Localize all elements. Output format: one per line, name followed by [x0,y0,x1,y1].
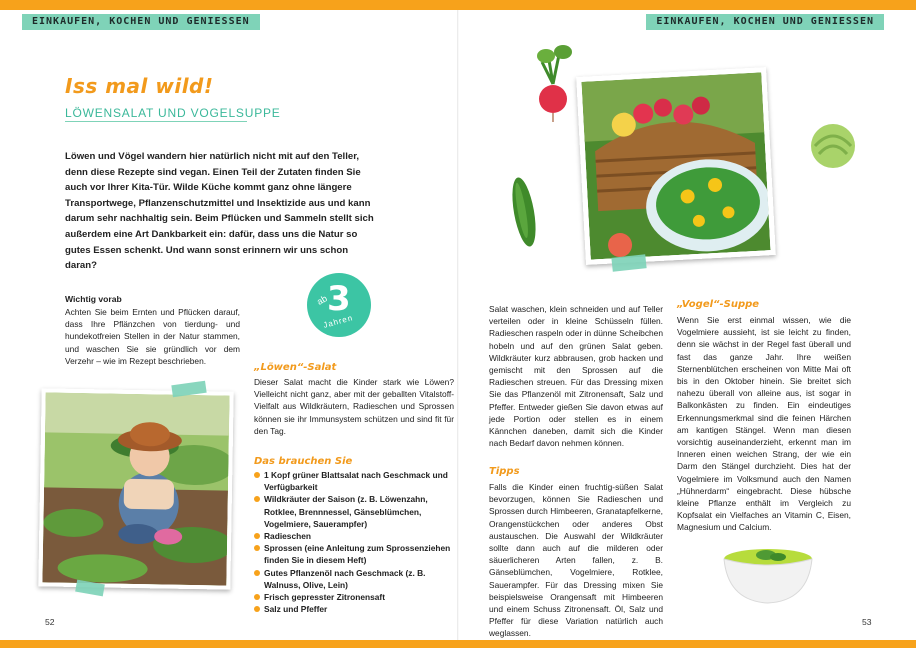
page-title: Iss mal wild! [65,74,214,98]
age-badge-prefix: ab [315,293,329,307]
child-garden-photo [38,388,233,589]
intro-paragraph: Löwen und Vögel wandern hier natürlich nicht mit auf den Teller, denn diese Rezepte sind vegan. Einen Teil der Zutaten finden Sie auch vor Ihrer Kita-Tür. Wilde Küche kommt ganz ohne längere Transportwege, Pflanzenschutzmittel und Insektizide aus und kann darum sehr nachhaltig sein. Beim Pflücken und Sammeln stellt sich außerdem eine Art Dankbarkeit ein: dafür, dass uns die Natur so gutes Essen schenkt. Und wann sonst erinnern wir uns schon daran? [65,151,374,272]
top-accent-bar [0,0,916,10]
ingredient-item: Frisch gepresster Zitronensaft [254,591,454,603]
vogel-suppe-text: Wenn Sie erst einmal wissen, wie die Vogelmiere aussieht, ist sie leicht zu finden, denn sie wächst in der Regel fast überall und fast das ganze Jahr. Ihre weißen Sternenblütchen erscheinen von Mitte Mai oft bis in den Oktober hinein. Sie breitet sich nahezu überall von alleine aus, ist sogar in Balkonkästen zu finden. Ein eindeutiges Erkennungsmerkmal sind die feinen Härchen am kantigen Stängel. Wenn man diesen vorsichtig auseinanderzieht, erkennt man im Inneren einen weichen Strang, der wie ein Darm den Stängel durchzieht. Dies hat der Vogelmiere im Volksmund auch den Namen „Hühnerdarm“ eingebracht. Diese hübsche kleine Pflanze enthält im Vergleich zu Kopfsalat ein Vielfaches an Vitamin C, Eisen, Magnesium und Calcium. [677,315,851,533]
cucumber-icon [508,175,540,250]
cabbage-icon [805,120,861,170]
page-gutter [457,10,459,640]
soup-bowl-icon [718,545,818,609]
page-number-right: 53 [862,617,872,627]
vogel-suppe-heading: „Vogel“-Suppe [677,299,760,310]
tipps-heading: Tipps [489,466,520,477]
page-subtitle: LÖWENSALAT UND VOGELSUPPE [65,106,281,120]
ingredient-item: Gutes Pflanzenöl nach Geschmack (z. B. Walnuss, Olive, Lein) [254,567,454,591]
salad-basket-illustration [581,72,770,259]
radish-icon [528,44,578,122]
ingredient-item: Sprossen (eine Anleitung zum Sprossenziehen finden Sie in diesem Heft) [254,542,454,566]
tipps-text: Falls die Kinder einen fruchtig-süßen Salat bevorzugen, können Sie Radieschen und Sprossen durch Himbeeren, Granatapfelkerne, Orangenstückchen oder anderes Obst austauschen. Die Auswahl der Wildkräuter sollte dann auch auf die milderen oder säuerlicheren Arten fallen, z. B. Gänseblümchen, Vogelmiere, Rotklee, Sauerampfer. Für das Dressing mixen Sie beispielsweise Orangensaft mit Himbeeren und einem Schuss Zitronensaft. Öl, Salz und Pfeffer für diese Variation natürlich auch weglassen. [489,482,663,639]
bottom-accent-bar [0,640,916,648]
page-number-left: 52 [45,617,55,627]
loewen-salat-text: Dieser Salat macht die Kinder stark wie Löwen? Vielleicht nicht ganz, aber mit der geballten Vitalstoff-Vielfalt aus Wildkräutern, Radieschen und Sprossen können sie ihr Immunsystem schützen und sind fit für den Tag. [254,377,454,436]
ingredient-item: Radieschen [254,530,454,542]
child-garden-illustration [42,392,229,585]
ingredient-item: Salz und Pfeffer [254,603,454,615]
age-badge-number: 3 [327,279,351,319]
photo-tape [611,254,646,271]
ingredient-item: Wildkräuter der Saison (z. B. Löwenzahn, Rotklee, Brennnessel, Gänseblümchen, Vogelmiere, Sauerampfer) [254,493,454,530]
wichtig-heading: Wichtig vorab [65,294,122,304]
header-tag-right: EINKAUFEN, KOCHEN UND GENIESSEN [646,14,884,30]
header-tag-left: EINKAUFEN, KOCHEN UND GENIESSEN [22,14,260,30]
age-badge-suffix: Jahren [322,313,355,330]
subtitle-underline [65,121,247,122]
wichtig-text: Achten Sie beim Ernten und Pflücken darauf, dass Ihre Pflänzchen von tierdung- und hundekotfreien Stellen in der Natur stammen, und waschen Sie sie gründlich vor dem Verzehr – wie im Rezept beschrieben. [65,307,240,366]
zubereitung-text: Salat waschen, klein schneiden und auf Teller verteilen oder in kleine Schüsseln füllen. Radieschen raspeln oder in dünne Scheibchen hobeln und auf den grünen Salat geben. Wildkräuter kurz abbrausen, grob hacken und gemischt mit den Sprossen auf die Radieschen streuen. Für das Dressing mixen Sie das Pflanzenöl mit Zitronensaft, Salz und Pfeffer. Entweder gießen Sie davon etwas auf jede Portion oder stellen es in einem Kännchen daneben, damit sich die Kinder nach Bedarf davon nehmen können. [489,304,663,449]
loewen-salat-heading: „Löwen“-Salat [254,362,337,373]
salad-basket-photo [576,67,776,265]
ingredient-item: 1 Kopf grüner Blattsalat nach Geschmack und Verfügbarkeit [254,469,454,493]
ingredient-list [254,469,454,615]
zutaten-heading: Das brauchen Sie [254,456,353,467]
age-badge [307,273,371,337]
